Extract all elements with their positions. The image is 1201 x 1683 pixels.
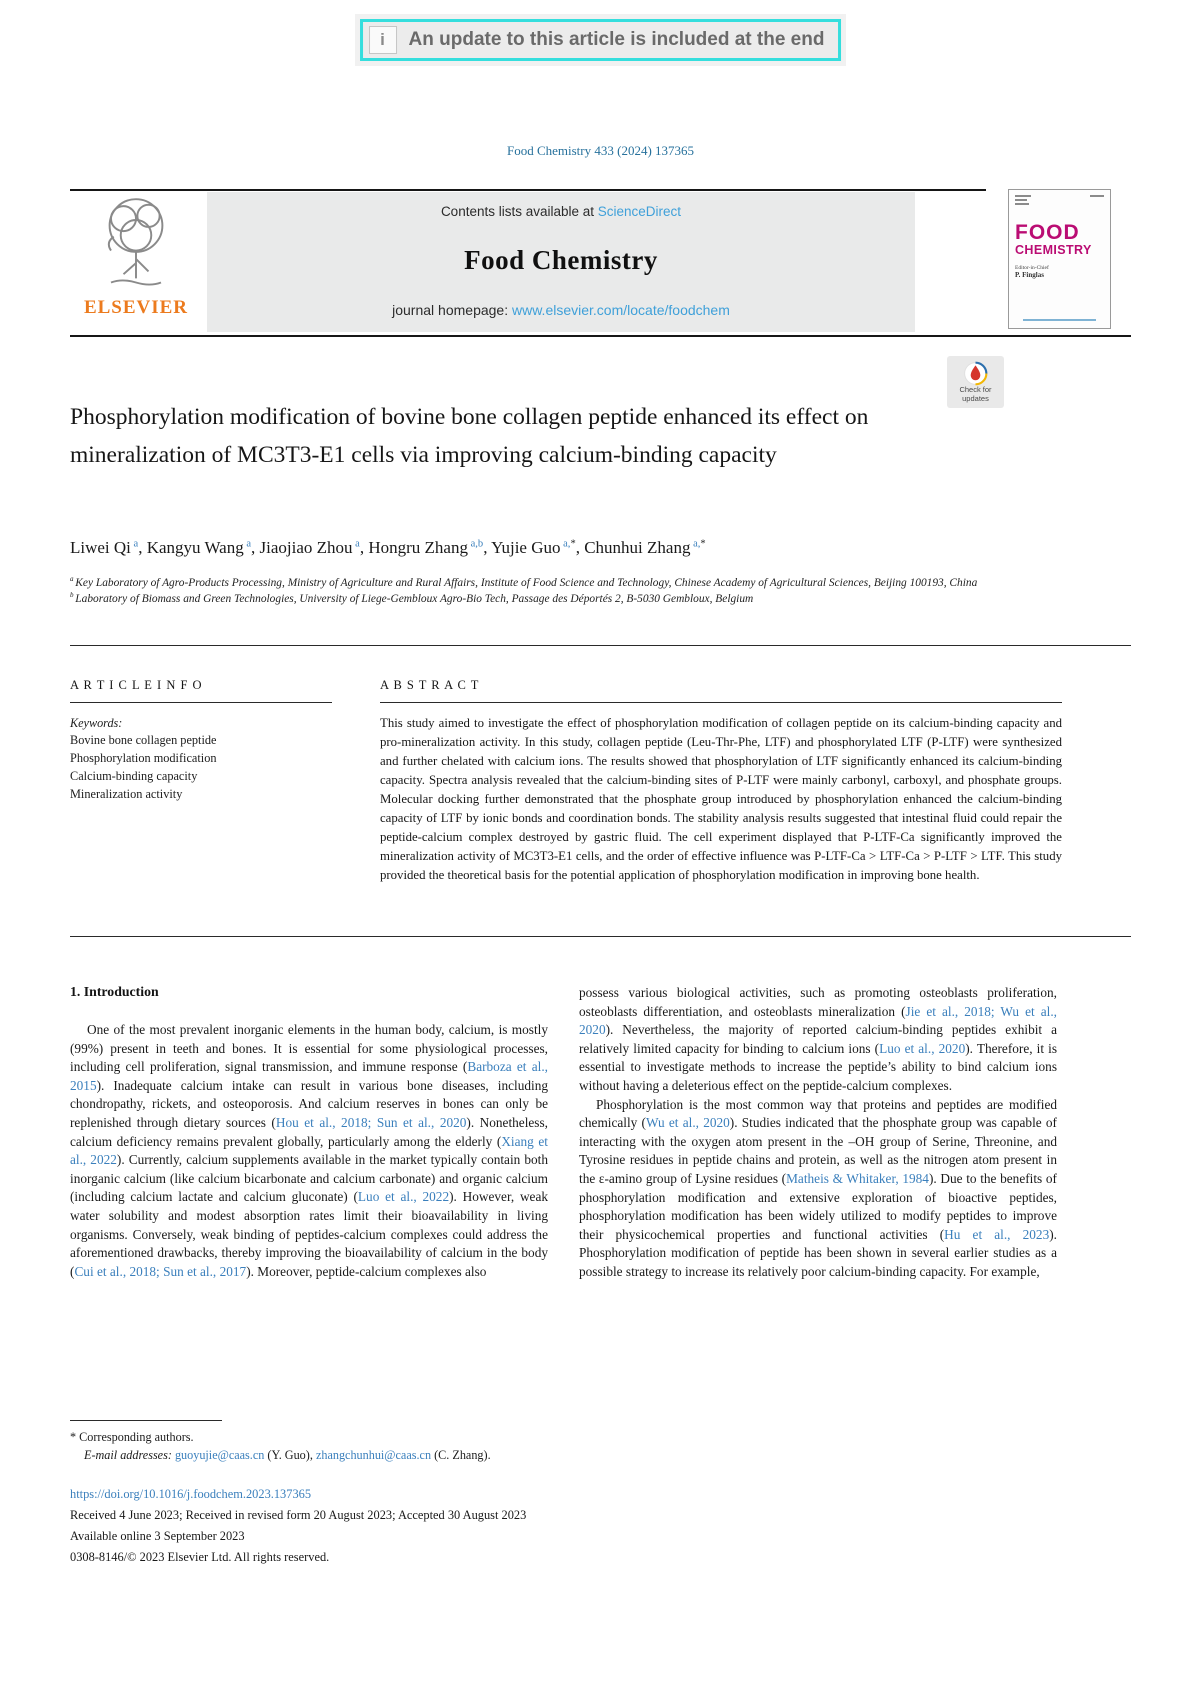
text-segment: Yujie Guo xyxy=(491,538,561,557)
journal-citation: Food Chemistry 433 (2024) 137365 xyxy=(506,143,695,158)
citation-link[interactable]: Hu et al., 2023 xyxy=(944,1226,1050,1242)
keywords-label: Keywords: xyxy=(70,716,123,730)
cover-title-food: FOOD xyxy=(1015,221,1080,244)
doi-link[interactable]: https://doi.org/10.1016/j.foodchem.2023.137365 xyxy=(70,1487,312,1501)
article-title: Phosphorylation modification of bovine bone collagen peptide enhanced its effect on mineralization of MC3T3-E1 cells via improving calcium-binding capacity xyxy=(70,404,869,468)
copyright-line: 0308-8146/© 2023 Elsevier Ltd. All rights reserved. xyxy=(70,1550,330,1564)
available-online: Available online 3 September 2023 xyxy=(70,1529,245,1543)
keyword-item: Mineralization activity xyxy=(70,787,183,801)
update-banner-text: An update to this article is included at the end xyxy=(408,29,825,50)
citation-link[interactable]: Cui et al., 2018; Sun et al., 2017 xyxy=(74,1263,247,1279)
text-segment: b xyxy=(70,591,76,600)
text-segment: (C. Zhang). xyxy=(431,1448,491,1462)
email-link[interactable]: zhangchunhui@caas.cn xyxy=(315,1448,432,1462)
text-segment: ). Moreover, peptide-calcium complexes also xyxy=(246,1263,487,1279)
affiliations xyxy=(70,575,1130,607)
contents-prefix: Contents lists available at xyxy=(440,204,598,219)
cover-top-marks xyxy=(1015,195,1104,207)
author-affil-mark[interactable]: a xyxy=(130,538,139,550)
contents-line xyxy=(441,204,681,219)
text-segment: * xyxy=(570,538,576,550)
abstract-heading: A B S T R A C T xyxy=(380,678,480,692)
abstract-rule xyxy=(380,702,1062,703)
text-segment: , xyxy=(483,538,492,557)
citation-link[interactable]: Matheis & Whitaker, 1984 xyxy=(786,1170,929,1186)
check-updates-badge[interactable] xyxy=(947,356,1004,408)
footnote-rule xyxy=(70,1420,222,1421)
header-bottom-rule xyxy=(70,335,1131,337)
journal-title: Food Chemistry xyxy=(464,245,658,275)
keyword-item: Phosphorylation modification xyxy=(70,751,217,765)
divider-rule xyxy=(70,936,1131,937)
info-icon: i xyxy=(369,26,397,54)
update-banner-wrap xyxy=(355,14,847,66)
abstract-section xyxy=(380,678,1062,885)
header-top-rule xyxy=(70,189,986,191)
homepage-line xyxy=(392,302,730,318)
text-segment: Kangyu Wang xyxy=(146,538,244,557)
divider-rule xyxy=(70,645,1131,646)
keyword-item: Bovine bone collagen peptide xyxy=(70,733,217,747)
keyword-item: Calcium-binding capacity xyxy=(70,769,198,783)
citation-link[interactable]: Barboza et al., 2015 xyxy=(70,1059,548,1093)
citation-link[interactable]: Luo et al., 2022 xyxy=(357,1189,450,1205)
affiliation-b xyxy=(70,591,1130,607)
citation-link[interactable]: Hou et al., 2018; Sun et al., 2020 xyxy=(275,1114,467,1130)
cover-editor-name: P. Finglas xyxy=(1015,271,1044,279)
text-segment: Laboratory of Biomass and Green Technologies, University of Liege-Gembloux Agro-Bio Tech, Passage des Déportés 2, B-5030 Gembloux, Belgium xyxy=(75,593,754,605)
author-affil-mark[interactable]: a,b xyxy=(467,538,484,550)
text-segment: * xyxy=(700,538,706,550)
text-segment: ). Inadequate calcium intake can result in various bone diseases, including chondropathy, rickets, and osteoporosis. And calcium reserves in bones can only be replenished through dietary sources ( xyxy=(70,1077,548,1130)
citation-link[interactable]: Wu et al., 2020 xyxy=(646,1115,730,1131)
elsevier-logo[interactable] xyxy=(70,195,202,331)
cover-title-chemistry: CHEMISTRY xyxy=(1015,243,1092,257)
text-segment: Hongru Zhang xyxy=(368,538,468,557)
email-addresses-line xyxy=(70,1446,550,1464)
update-banner[interactable] xyxy=(360,19,842,61)
sciencedirect-link[interactable]: ScienceDirect xyxy=(597,204,682,219)
intro-paragraph-3 xyxy=(579,1096,1057,1282)
journal-header-box xyxy=(207,192,915,332)
text-segment: ). Due to the benefits of phosphorylation modification and extensive exploration of bioactive peptides, phosphorylation modification has been widely utilized to modify peptides to improve their physicochemical properties and functional activities ( xyxy=(579,1170,1057,1242)
text-segment: Jiaojiao Zhou xyxy=(259,538,353,557)
citation-link[interactable]: Xiang et al., 2022 xyxy=(70,1133,548,1168)
text-segment: ). Therefore, it is essential to investigate methods to increase the peptide’s ability to bind calcium ions without having a deleterious effect on the peptide-calcium complexes. xyxy=(579,1040,1058,1093)
check-updates-label: Check for updates xyxy=(959,385,992,403)
author-affil-mark[interactable]: a, xyxy=(560,538,571,550)
article-info-section xyxy=(70,678,332,803)
text-segment: Key Laboratory of Agro-Products Processing, Ministry of Agriculture and Rural Affairs, Institute of Food Science and Technology, Chinese Academy of Agricultural Sciences, Beijing 100193, China xyxy=(75,577,978,589)
text-segment: , xyxy=(359,538,369,557)
elsevier-tree-icon xyxy=(94,195,178,295)
author-affil-mark[interactable]: a xyxy=(352,538,360,550)
citation-link[interactable]: Jie et al., 2018; Wu et al., 2020 xyxy=(579,1003,1057,1038)
text-segment: One of the most prevalent inorganic elements in the human body, calcium, is mostly (99%) present in teeth and bones. It is essential for some physiological processes, including cell proliferation, signal transmission, and immune response ( xyxy=(70,1022,548,1075)
corresponding-authors-note: * Corresponding authors. xyxy=(70,1430,194,1444)
received-dates: Received 4 June 2023; Received in revised form 20 August 2023; Accepted 30 August 2023 xyxy=(70,1508,527,1522)
homepage-prefix: journal homepage: xyxy=(392,302,512,318)
text-segment: Chunhui Zhang xyxy=(584,538,691,557)
text-segment: ). Currently, calcium supplements available in the market typically contain both inorganic calcium (like calcium bicarbonate and calcium carbonate) and organic calcium (including calcium lactate and calcium gluconate) ( xyxy=(70,1152,548,1205)
body-column-left xyxy=(70,984,548,1281)
article-info-heading: A R T I C L E I N F O xyxy=(70,678,203,692)
text-segment: ). Studies indicated that the phosphate group was capable of interacting with the oxygen atom present in the –OH group of Serine, Threonine, and Tyrosine residues in peptide chains and protein, as well as the nitrogen atom present in the ε-amino group of Lysine residues ( xyxy=(579,1115,1057,1186)
affiliation-a xyxy=(70,575,1130,591)
footnote-block xyxy=(70,1420,550,1464)
article-meta-footer xyxy=(70,1484,1050,1568)
text-segment: ). Nonetheless, calcium deficiency remains prevalent globally, particularly among the elderly ( xyxy=(70,1114,548,1149)
text-segment: , xyxy=(575,538,585,557)
text-segment: Phosphorylation is the most common way that proteins and peptides are modified chemically ( xyxy=(579,1096,1057,1131)
elsevier-wordmark: ELSEVIER xyxy=(83,297,189,318)
text-segment: a xyxy=(70,575,76,584)
author-affil-mark[interactable]: a xyxy=(243,538,252,550)
homepage-link[interactable]: www.elsevier.com/locate/foodchem xyxy=(512,302,730,318)
check-updates-icon xyxy=(963,361,988,386)
text-segment: ). However, weak water solubility and modest absorption rates limit their bioavailability in living organisms. Conversely, weak binding of peptides-calcium complexes could address the aforementioned drawbacks, thereby improving the bioavailability of calcium in the body ( xyxy=(70,1189,548,1279)
cover-bottom-mark xyxy=(1023,319,1096,321)
text-segment: ). Phosphorylation modification of peptide has been shown in several earlier studies as a possible strategy to increase its relatively poor calcium-binding capacity. For example, xyxy=(579,1226,1057,1279)
text-segment: ). Nevertheless, the majority of reported calcium-binding peptides exhibit a relatively limited capacity for binding to calcium ions ( xyxy=(579,1022,1057,1056)
author-affil-mark[interactable]: a, xyxy=(690,538,701,550)
abstract-text: This study aimed to investigate the effect of phosphorylation modification of collagen peptide on its calcium-binding capacity and pro-mineralization activity. In this study, collagen peptide (Leu-Thr-Phe, LTF) and phosphorylated LTF (P-LTF) were synthesized and further chelated with calcium ions. The results showed that phosphorylation of LTF significantly enhanced its calcium-binding capacity. Spectra analysis revealed that the calcium-binding sites of P-LTF were mainly carbonyl, carboxyl, and phosphate groups. Molecular docking further demonstrated that the phosphate group introduced by phosphorylation enhanced the calcium-binding capacity of LTF by ionic bonds and coordination bonds. The stability analysis results suggested that intestinal fluid could repair the peptide-calcium complex destroyed by gastric fluid. The cell experiment displayed that P-LTF-Ca significantly improved the mineralization activity of MC3T3-E1 cells, and the order of effective influence was P-LTF-Ca > LTF-Ca > P-LTF > LTF. This study provided the theoretical basis for the potential application of phosphorylation modification in improving bone health. xyxy=(380,716,1062,882)
journal-cover-thumbnail[interactable] xyxy=(1008,189,1111,329)
article-info-rule xyxy=(70,702,332,703)
intro-paragraph-1 xyxy=(70,1021,548,1281)
text-segment: , xyxy=(138,538,147,557)
citation-link[interactable]: Luo et al., 2020 xyxy=(879,1040,966,1056)
text-segment: , xyxy=(251,538,260,557)
text-segment: (Y. Guo), xyxy=(264,1448,316,1462)
body-column-right xyxy=(579,984,1057,1282)
section-heading-introduction: 1. Introduction xyxy=(70,984,159,999)
text-segment: E-mail addresses: xyxy=(84,1448,175,1462)
authors-line xyxy=(70,538,1030,558)
cover-editor-label: Editor-in-Chief xyxy=(1015,265,1049,271)
email-link[interactable]: guoyujie@caas.cn xyxy=(174,1448,265,1462)
text-segment: possess various biological activities, such as promoting osteoblasts proliferation, osteoblasts differentiation, and osteoblasts mineralization ( xyxy=(579,985,1057,1019)
journal-header xyxy=(70,183,1131,340)
text-segment: Liwei Qi xyxy=(70,538,131,557)
intro-paragraph-2 xyxy=(579,984,1057,1096)
